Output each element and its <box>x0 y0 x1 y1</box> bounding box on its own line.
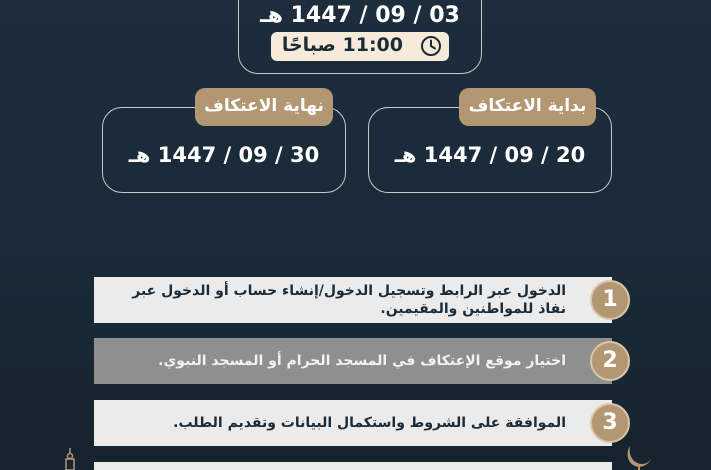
top-date-text: 03 / 09 / 1447 هـ <box>260 3 460 28</box>
step-1-bar <box>94 277 612 323</box>
start-period-label: بداية الاعتكاف <box>459 88 596 126</box>
step-1-text: الدخول عبر الرابط وتسجيل الدخول/إنشاء حساب أو الدخول عبر نفاذ للمواطنين والمقيمين. <box>132 283 566 317</box>
step-3-text: الموافقة على الشروط واستكمال البيانات وتقديم الطلب. <box>173 415 566 431</box>
clock-icon <box>420 35 442 57</box>
step-4-bar-partial <box>94 462 612 470</box>
step-2-bar <box>94 338 612 384</box>
step-3-bar <box>94 400 612 446</box>
time-text: 11:00 صباحًا <box>281 34 403 56</box>
crescent-moon-icon <box>624 444 654 470</box>
step-1-number: 1 <box>590 280 630 320</box>
lantern-icon <box>62 448 78 470</box>
start-period-date: 20 / 09 / 1447 هـ <box>394 143 586 167</box>
step-2-text: اختيار موقع الإعتكاف في المسجد الحرام أو المسجد النبوي. <box>158 353 566 369</box>
end-period-date: 30 / 09 / 1447 هـ <box>128 143 320 167</box>
time-pill <box>271 32 449 61</box>
end-period-label: نهاية الاعتكاف <box>195 88 333 126</box>
step-3-number: 3 <box>590 403 630 443</box>
step-2-number: 2 <box>590 341 630 381</box>
